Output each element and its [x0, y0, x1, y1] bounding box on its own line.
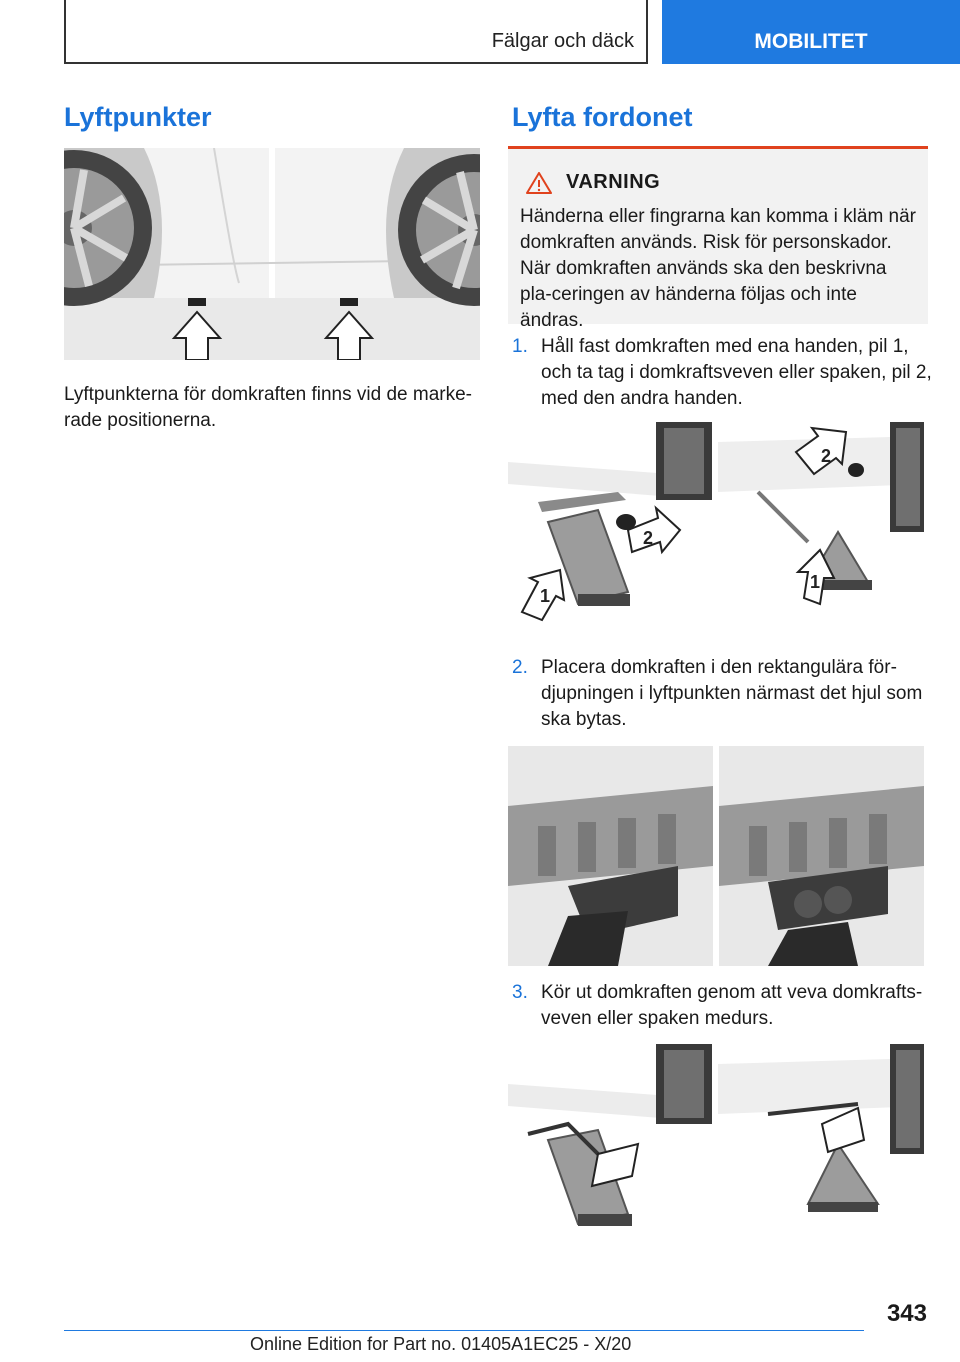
footer-divider [64, 1330, 864, 1331]
chapter-tab[interactable]: MOBILITET [662, 0, 960, 64]
arrow-label: 2 [821, 446, 832, 466]
arrow-label: 1 [540, 586, 551, 606]
step-number: 1. [512, 336, 528, 357]
jack-placement-figure [508, 746, 924, 966]
jack-hold-figure [508, 422, 924, 626]
lyfta-fordonet-heading: Lyfta fordonet [512, 102, 693, 132]
step-1 [512, 334, 932, 412]
warning-triangle-icon [526, 172, 552, 194]
step-number: 2. [512, 657, 528, 678]
step-text: Håll fast domkraften med ena handen, pil 1, och ta tag i domkraftsveven eller spaken, pil 2, med den andra handen. [541, 336, 932, 409]
warning-label: VARNING [566, 171, 661, 193]
step-3 [512, 980, 932, 1032]
arrow-label: 1 [810, 572, 821, 592]
warning-box [508, 146, 928, 331]
step-text: Placera domkraften i den rektangulära för-djupningen i lyftpunkten närmast det hjul som ska bytas. [541, 657, 923, 730]
step-2 [512, 655, 932, 733]
page-number: 343 [886, 1300, 927, 1327]
step-text: Kör ut domkraften genom att veva domkrafts-veven eller spaken medurs. [541, 982, 923, 1029]
warning-text: Händerna eller fingrarna kan komma i kläm när domkraften används. Risk för personskador. När domkraften används ska den beskrivna pla-ceringen av händerna följas och inte ändras. [520, 206, 917, 331]
lyftpunkter-heading: Lyftpunkter [64, 102, 212, 132]
step-number: 3. [512, 982, 528, 1003]
arrow-label: 2 [643, 528, 654, 548]
edition-text: Online Edition for Part no. 01405A1EC25 - X/20 [250, 1334, 632, 1354]
section-title: Fälgar och däck [491, 30, 634, 52]
lift-points-figure [64, 148, 480, 360]
lift-points-caption: Lyftpunkterna för domkraften finns vid de marke-rade positionerna. [64, 384, 472, 431]
jack-crank-figure [508, 1044, 924, 1234]
